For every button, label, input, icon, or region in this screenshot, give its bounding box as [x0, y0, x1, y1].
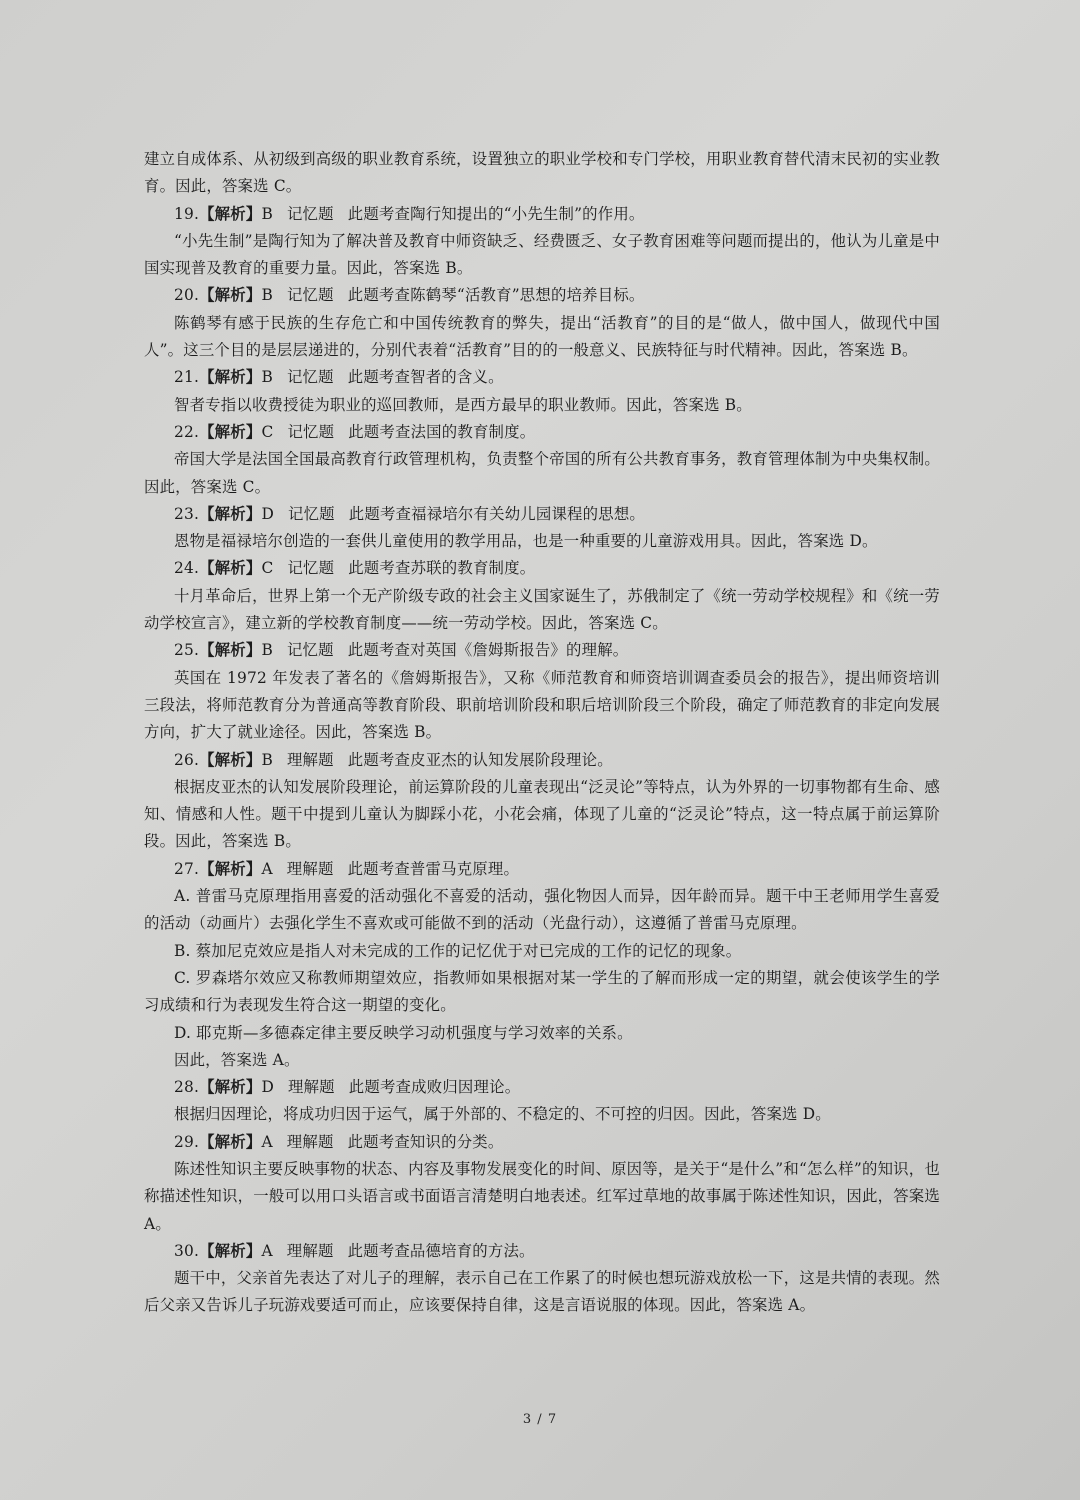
question-topic: 此题考查苏联的教育制度。 [348, 559, 536, 578]
answer-letter: D [261, 504, 274, 523]
question-topic: 此题考查品德培育的方法。 [347, 1241, 535, 1260]
question-number: 20. [174, 286, 200, 305]
answer-letter: B [261, 750, 273, 769]
explanation-paragraph: “小先生制”是陶行知为了解决普及教育中师资缺乏、经费匮乏、女子教育困难等问题而提出的，他认为儿童是中国实现普及教育的重要力量。因此，答案选 B。 [144, 231, 940, 278]
explanation-paragraph: 陈述性知识主要反映事物的状态、内容及事物发展变化的时间、原因等，是关于“是什么”和“怎么样”的知识，也称描述性知识，一般可以用口头语言或书面语言清楚明白地表述。红军过草地的故事属于陈述性知识，因此，答案选 A。 [144, 1159, 940, 1233]
answer-letter: D [261, 1078, 274, 1097]
question-number: 21. [174, 368, 200, 387]
question-number: 25. [174, 641, 200, 660]
answer-letter: A [261, 1241, 273, 1260]
question-topic: 此题考查法国的教育制度。 [348, 422, 536, 441]
question-header-22 [144, 419, 940, 446]
question-header-20 [144, 282, 940, 309]
question-header-25 [144, 637, 940, 664]
analysis-tag: 【解析】 [199, 422, 262, 441]
answer-letter: B [261, 204, 273, 223]
question-header-27 [144, 856, 940, 883]
question-type: 记忆题 [287, 422, 335, 441]
question-header-26 [144, 747, 940, 774]
answer-letter: A [261, 1132, 273, 1151]
explanation-paragraph: A. 普雷马克原理指用喜爱的活动强化不喜爱的活动，强化物因人而异，因年龄而异。题干中王老师用学生喜爱的活动（动画片）去强化学生不喜欢或可能做不到的活动（光盘行动），这遵循了普雷马克原理。 [144, 887, 940, 933]
question-topic: 此题考查陶行知提出的“小先生制”的作用。 [347, 204, 645, 223]
explanation-paragraph: 恩物是福禄培尔创造的一套供儿童使用的教学用品，也是一种重要的儿童游戏用具。因此，答案选 D。 [174, 532, 878, 551]
question-type: 理解题 [286, 859, 334, 878]
question-number: 27. [174, 859, 200, 878]
analysis-tag: 【解析】 [199, 1241, 262, 1260]
question-type: 记忆题 [287, 559, 335, 578]
question-header-23 [144, 501, 940, 528]
question-header-30 [144, 1238, 940, 1265]
question-header-24 [144, 555, 940, 582]
question-topic: 此题考查陈鹤琴“活教育”思想的培养目标。 [347, 286, 645, 305]
explanation-paragraph: 根据归因理论，将成功归因于运气，属于外部的、不稳定的、不可控的归因。因此，答案选 D。 [174, 1105, 831, 1124]
question-type: 理解题 [288, 1078, 335, 1097]
explanation-paragraph: 陈鹤琴有感于民族的生存危亡和中国传统教育的弊失，提出“活教育”的目的是“做人，做中国人，做现代中国人”。这三个目的是层层递进的，分别代表着“活教育”目的的一般意义、民族特征与时代精神。因此，答案选 B。 [144, 313, 940, 360]
explanation-paragraph: D. 耶克斯—多德森定律主要反映学习动机强度与学习效率的关系。 [174, 1023, 633, 1042]
question-number: 30. [174, 1241, 200, 1260]
question-number: 23. [174, 504, 200, 523]
analysis-tag: 【解析】 [199, 750, 262, 769]
answer-explanations [144, 146, 940, 1320]
analysis-tag: 【解析】 [199, 1078, 262, 1097]
question-topic: 此题考查知识的分类。 [347, 1132, 504, 1151]
question-number: 24. [174, 559, 200, 578]
analysis-tag: 【解析】 [199, 859, 262, 878]
explanation-paragraph: 英国在 1972 年发表了著名的《詹姆斯报告》，又称《师范教育和师资培训调查委员会的报告》，提出师资培训三段法，将师范教育分为普通高等教育阶段、职前培训阶段和职后培训阶段三个阶段，确定了师范教育的非定向发展方向，扩大了就业途径。因此，答案选 B。 [144, 668, 940, 742]
question-type: 记忆题 [286, 641, 334, 660]
explanation-paragraph: 智者专指以收费授徒为职业的巡回教师，是西方最早的职业教师。因此，答案选 B。 [174, 395, 752, 414]
analysis-tag: 【解析】 [199, 641, 262, 660]
question-number: 22. [174, 422, 200, 441]
question-type: 记忆题 [288, 504, 335, 523]
question-header-29 [144, 1129, 940, 1156]
question-topic: 此题考查福禄培尔有关幼儿园课程的思想。 [348, 504, 646, 523]
question-topic: 此题考查普雷马克原理。 [347, 859, 520, 878]
analysis-tag: 【解析】 [199, 504, 262, 523]
answer-letter: B [261, 641, 273, 660]
answer-letter: C [261, 559, 274, 578]
question-number: 26. [174, 750, 200, 769]
question-number: 28. [174, 1078, 200, 1097]
question-type: 记忆题 [286, 204, 334, 223]
analysis-tag: 【解析】 [199, 286, 262, 305]
explanation-paragraph: 十月革命后，世界上第一个无产阶级专政的社会主义国家诞生了，苏俄制定了《统一劳动学校规程》和《统一劳动学校宣言》，建立新的学校教育制度——统一劳动学校。因此，答案选 C。 [144, 586, 940, 633]
question-type: 理解题 [286, 1241, 334, 1260]
question-topic: 此题考查对英国《詹姆斯报告》的理解。 [347, 641, 629, 660]
question-topic: 此题考查皮亚杰的认知发展阶段理论。 [347, 750, 613, 769]
answer-letter: B [261, 368, 273, 387]
question-type: 理解题 [286, 1132, 334, 1151]
question-header-28 [144, 1074, 940, 1101]
explanation-paragraph: 帝国大学是法国全国最高教育行政管理机构，负责整个帝国的所有公共教育事务，教育管理体制为中央集权制。因此，答案选 C。 [144, 450, 940, 496]
question-number: 19. [174, 204, 200, 223]
question-type: 记忆题 [286, 286, 334, 305]
answer-letter: C [261, 422, 274, 441]
question-header-19 [144, 201, 940, 228]
explanation-paragraph: 因此，答案选 A。 [174, 1050, 300, 1069]
explanation-paragraph: B. 蔡加尼克效应是指人对未完成的工作的记忆优于对已完成的工作的记忆的现象。 [174, 941, 742, 960]
answer-letter: B [261, 286, 273, 305]
question-topic: 此题考查智者的含义。 [347, 368, 504, 387]
question-topic: 此题考查成败归因理论。 [348, 1078, 521, 1097]
explanation-paragraph: 题干中，父亲首先表达了对儿子的理解，表示自己在工作累了的时候也想玩游戏放松一下，这是共情的表现。然后父亲又告诉儿子玩游戏要适可而止，应该要保持自律，这是言语说服的体现。因此，答案选 A。 [144, 1269, 940, 1315]
explanation-paragraph: 根据皮亚杰的认知发展阶段理论，前运算阶段的儿童表现出“泛灵论”等特点，认为外界的一切事物都有生命、感知、情感和人性。题干中提到儿童认为脚踩小花，小花会痛，体现了儿童的“泛灵论”特点，这一特点属于前运算阶段。因此，答案选 B。 [144, 777, 940, 851]
question-type: 记忆题 [286, 368, 334, 387]
analysis-tag: 【解析】 [199, 1132, 262, 1151]
analysis-tag: 【解析】 [199, 368, 262, 387]
page-number: 3 / 7 [522, 1412, 558, 1427]
question-type: 理解题 [286, 750, 334, 769]
question-header-21 [144, 364, 940, 391]
explanation-paragraph: 建立自成体系、从初级到高级的职业教育系统，设置独立的职业学校和专门学校，用职业教育替代清末民初的实业教育。因此，答案选 C。 [144, 150, 940, 196]
analysis-tag: 【解析】 [199, 559, 262, 578]
question-number: 29. [174, 1132, 200, 1151]
analysis-tag: 【解析】 [199, 204, 262, 223]
answer-letter: A [261, 859, 273, 878]
explanation-paragraph: C. 罗森塔尔效应又称教师期望效应，指教师如果根据对某一学生的了解而形成一定的期望，就会使该学生的学习成绩和行为表现发生符合这一期望的变化。 [144, 968, 940, 1015]
